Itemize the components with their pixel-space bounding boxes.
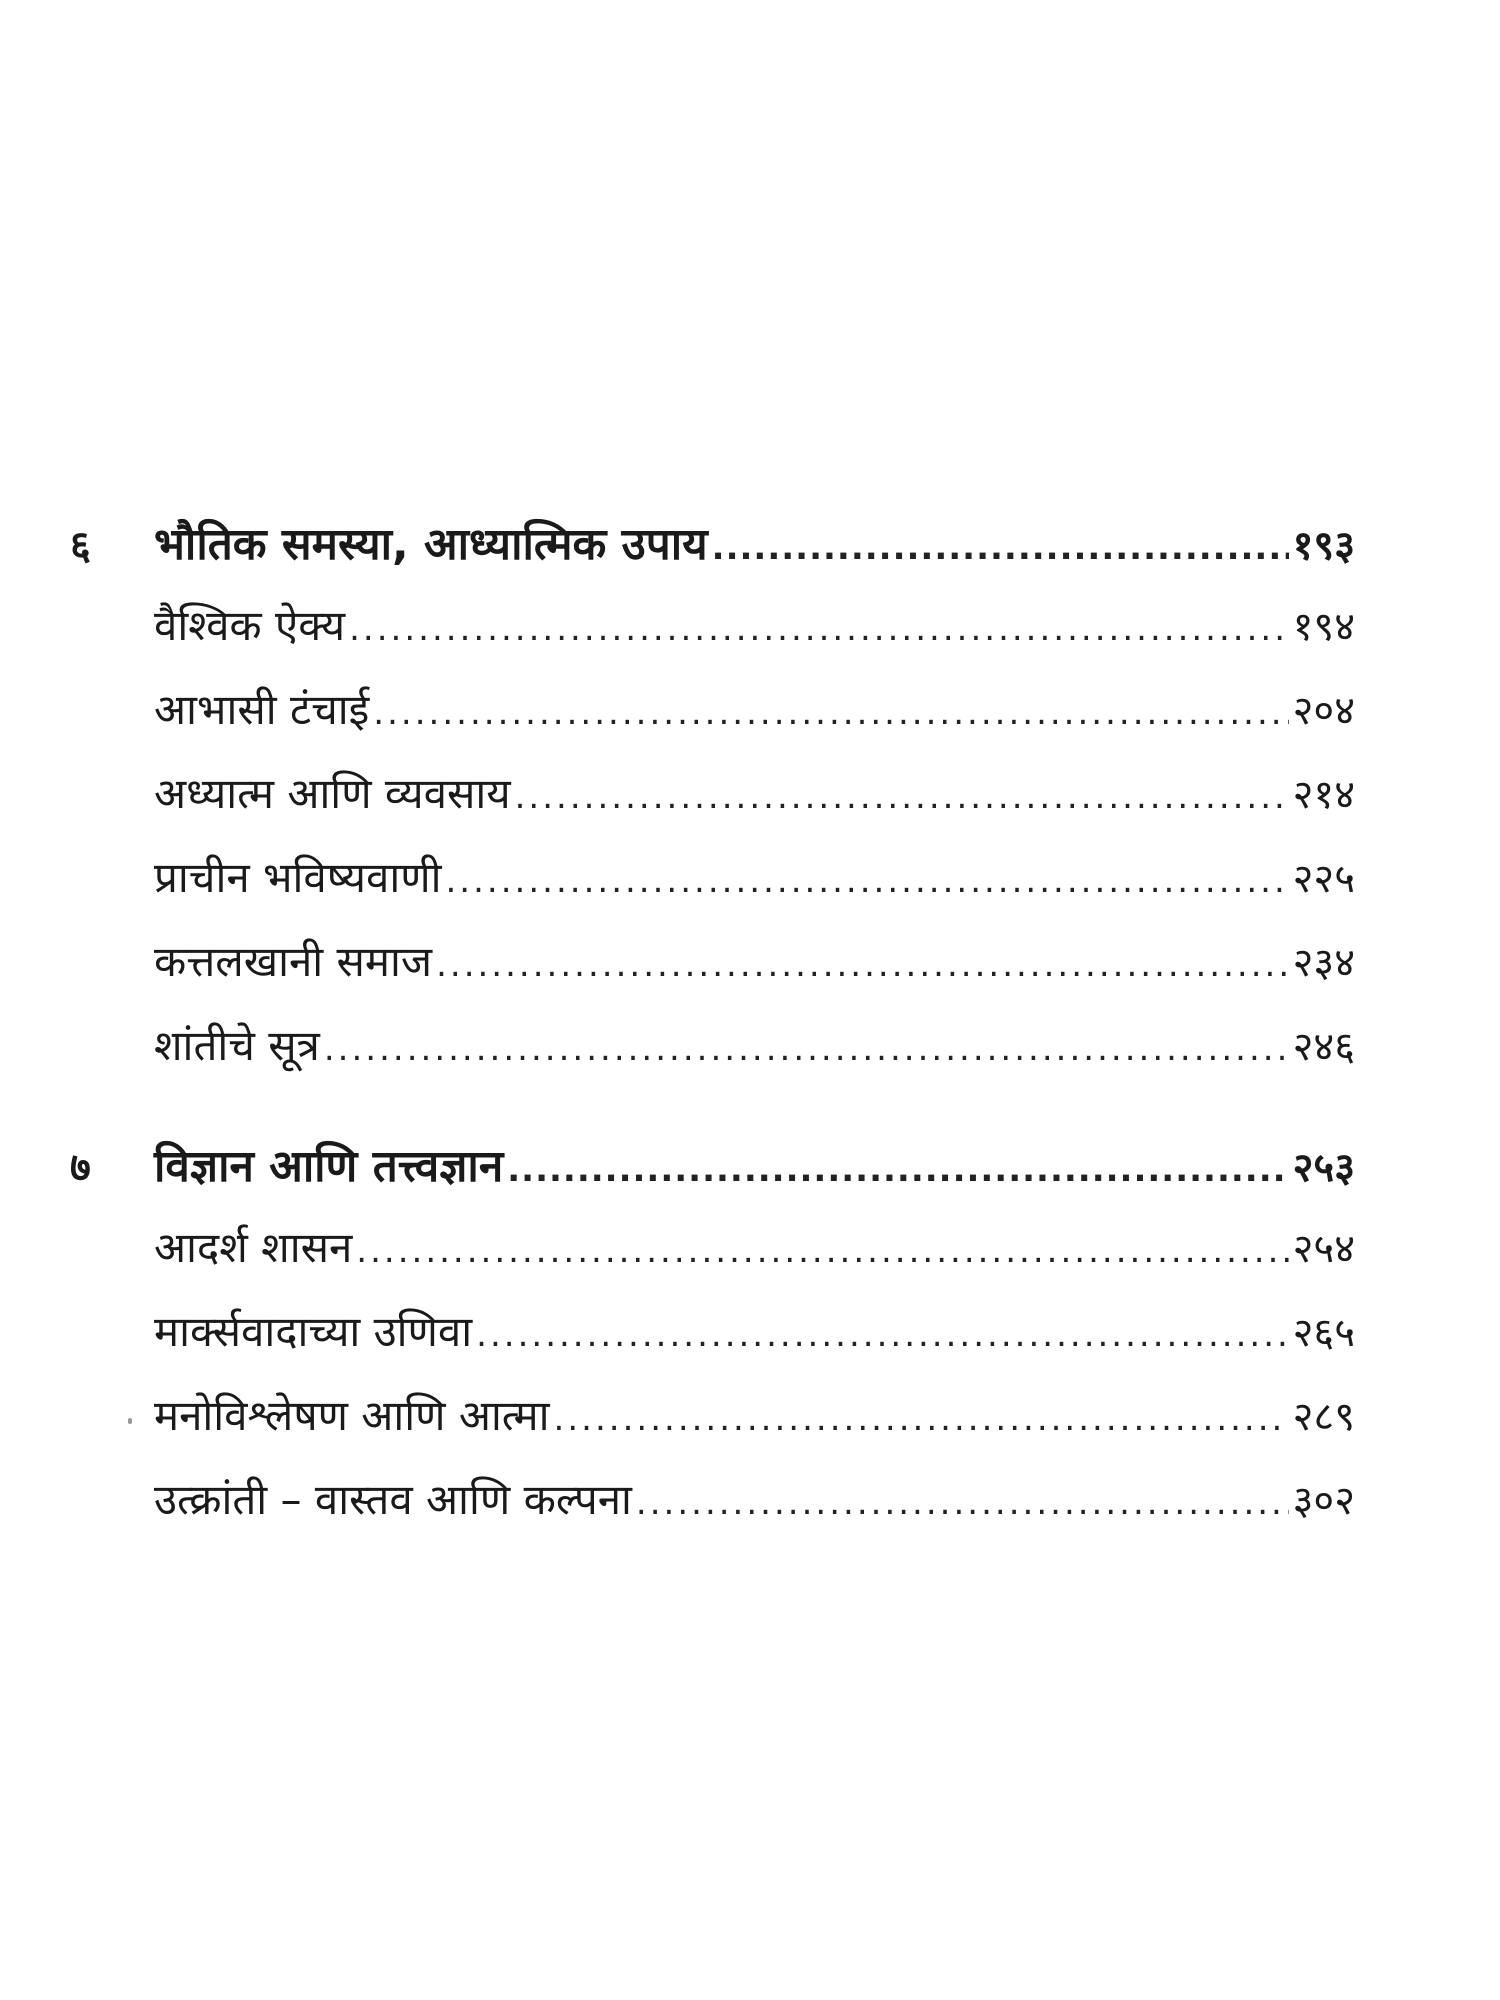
table-of-contents bbox=[70, 512, 1355, 1588]
dot-leader bbox=[324, 1029, 1289, 1069]
chapter-number: ६ bbox=[70, 523, 91, 569]
chapter-title: भौतिक समस्या, आध्यात्मिक उपाय bbox=[154, 519, 708, 570]
section-entry bbox=[70, 1016, 1355, 1100]
dot-leader bbox=[507, 1150, 1288, 1190]
section-title: कत्तलखानी समाज bbox=[154, 937, 433, 986]
dot-leader bbox=[636, 1483, 1289, 1523]
dot-leader bbox=[349, 609, 1288, 649]
section-entry bbox=[70, 680, 1355, 764]
section-page-number: २८९ bbox=[1292, 1394, 1355, 1440]
dot-leader bbox=[712, 528, 1289, 568]
section-title: उत्क्रांती – वास्तव आणि कल्पना bbox=[154, 1475, 632, 1524]
dot-leader bbox=[356, 1231, 1288, 1271]
section-entry bbox=[70, 596, 1355, 680]
dot-leader bbox=[446, 861, 1289, 901]
section-page-number: २६५ bbox=[1292, 1310, 1355, 1356]
section-title: प्राचीन भविष्यवाणी bbox=[154, 853, 442, 902]
section-page-number: २५४ bbox=[1292, 1226, 1355, 1272]
chapter-heading bbox=[70, 512, 1355, 596]
section-page-number: २४६ bbox=[1292, 1024, 1355, 1070]
section-entry bbox=[70, 1470, 1355, 1554]
chapter-page-number: १९३ bbox=[1292, 523, 1355, 569]
section-title: अध्यात्म आणि व्यवसाय bbox=[154, 769, 511, 818]
chapter-7 bbox=[70, 1134, 1355, 1554]
section-title: मार्क्सवादाच्या उणिवा bbox=[154, 1307, 473, 1356]
print-speck bbox=[128, 1418, 132, 1424]
section-page-number: २२५ bbox=[1292, 856, 1355, 902]
section-entry bbox=[70, 1302, 1355, 1386]
section-entry bbox=[70, 932, 1355, 1016]
chapter-number: ७ bbox=[70, 1145, 91, 1191]
chapter-6 bbox=[70, 512, 1355, 1100]
section-title: आदर्श शासन bbox=[154, 1223, 353, 1272]
chapter-heading bbox=[70, 1134, 1355, 1218]
dot-leader bbox=[436, 945, 1289, 985]
section-page-number: २३४ bbox=[1292, 940, 1355, 986]
dot-leader bbox=[515, 777, 1289, 817]
dot-leader bbox=[476, 1315, 1288, 1355]
section-entry bbox=[70, 848, 1355, 932]
dot-leader bbox=[554, 1399, 1289, 1439]
section-entry bbox=[70, 764, 1355, 848]
dot-leader bbox=[373, 693, 1288, 733]
section-title: आभासी टंचाई bbox=[154, 685, 370, 734]
section-title: मनोविश्लेषण आणि आत्मा bbox=[154, 1391, 550, 1440]
section-entry bbox=[70, 1386, 1355, 1470]
section-page-number: २१४ bbox=[1292, 772, 1355, 818]
section-page-number: २०४ bbox=[1292, 688, 1355, 734]
section-title: वैश्विक ऐक्य bbox=[154, 601, 346, 650]
section-entry bbox=[70, 1218, 1355, 1302]
section-title: शांतीचे सूत्र bbox=[154, 1021, 320, 1070]
chapter-page-number: २५३ bbox=[1292, 1145, 1355, 1191]
section-page-number: १९४ bbox=[1292, 604, 1355, 650]
section-page-number: ३०२ bbox=[1292, 1478, 1355, 1524]
chapter-title: विज्ञान आणि तत्त्वज्ञान bbox=[154, 1141, 504, 1192]
